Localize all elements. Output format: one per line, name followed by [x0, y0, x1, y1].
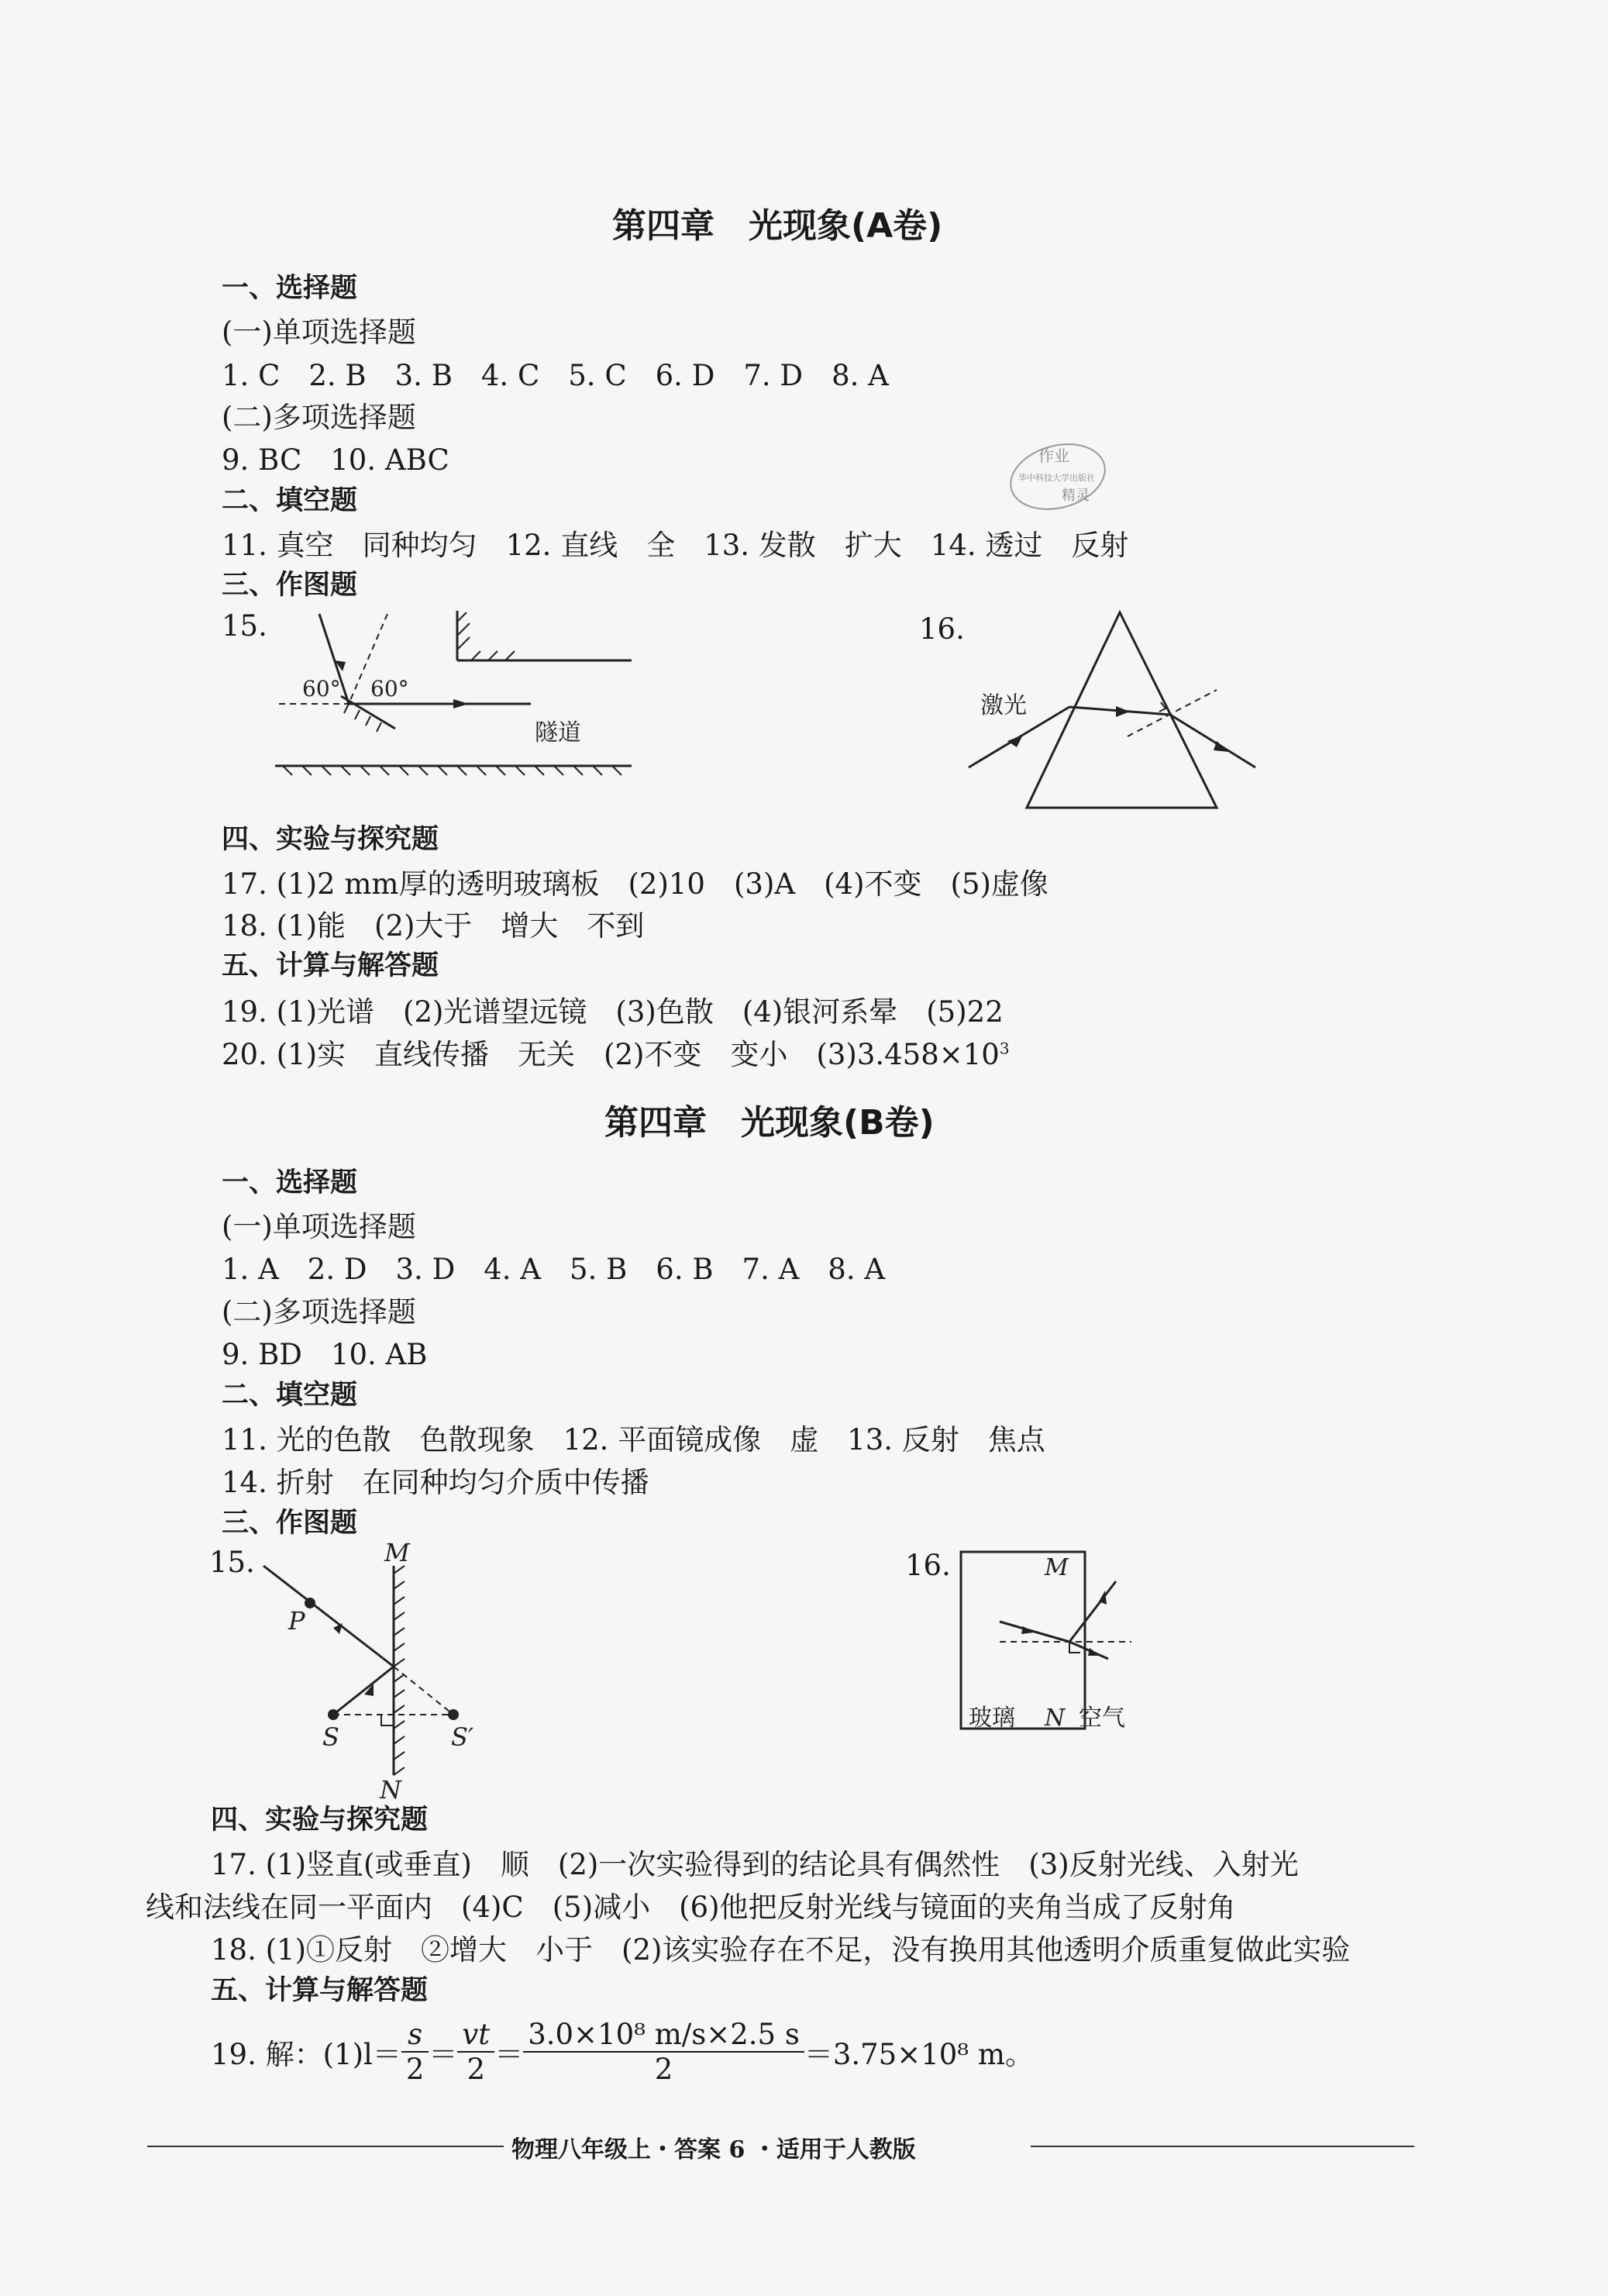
a-fig15-number: 15.	[222, 609, 267, 643]
b-fig15-S-label: S	[322, 1722, 339, 1752]
b-q17-answer-line1: 17. (1)竖直(或垂直) 顺 (2)一次实验得到的结论具有偶然性 (3)反射光线、入射光	[211, 1848, 1299, 1881]
a-q20-superscript: 3	[999, 1039, 1010, 1058]
b-fig16-air-label: 空气	[1079, 1705, 1125, 1732]
a-section-fill: 二、填空题	[222, 485, 358, 516]
b-q19-fraction-1	[401, 2018, 429, 2086]
a-fig16-prism-diagram	[961, 605, 1271, 814]
stamp-top-text: 作业	[1038, 446, 1069, 465]
b-single-choice-label: (一)单项选择题	[222, 1210, 416, 1243]
a-q20-text: 20. (1)实 直线传播 无关 (2)不变 变小 (3)3.458×10	[222, 1038, 1000, 1071]
b-fig16-M-label: M	[1045, 1554, 1069, 1581]
b-fig15-M-label: M	[384, 1538, 410, 1567]
a-section-choice: 一、选择题	[222, 273, 358, 304]
b-section-calc: 五、计算与解答题	[211, 1975, 429, 2006]
b-fig15-mirror-diagram	[256, 1538, 504, 1806]
b-fig15-number: 15.	[209, 1546, 255, 1579]
b-q19-eq2: ＝	[494, 2038, 524, 2071]
footer-rule-left	[147, 2146, 504, 2147]
b-section-choice: 一、选择题	[222, 1167, 358, 1198]
a-q18-answer: 18. (1)能 (2)大于 增大 不到	[222, 909, 645, 943]
chapter-a-title: 第四章 光现象(A卷)	[612, 206, 943, 246]
b-fig16-N-label: N	[1045, 1705, 1066, 1732]
a-fig15-tunnel-label: 隧道	[535, 719, 581, 746]
a-multi-choice-label: (二)多项选择题	[222, 401, 416, 434]
b-multi-choice-answers: 9. BD 10. AB	[222, 1338, 428, 1371]
b-q19-f2-num: vt	[457, 2018, 494, 2053]
a-q20-answer	[222, 1031, 1010, 1073]
b-q19-fraction-3	[523, 2018, 804, 2086]
b-fig16-refraction-diagram	[953, 1543, 1155, 1744]
b-q17-answer-line2: 线和法线在同一平面内 (4)C (5)减小 (6)他把反射光线与镜面的夹角当成了反射角	[146, 1891, 1236, 1924]
footer-rule-right	[1031, 2146, 1414, 2147]
b-fig15-S-prime-label: S′	[451, 1722, 474, 1752]
b-q18-answer: 18. (1)①反射 ②增大 小于 (2)该实验存在不足，没有换用其他透明介质重复做此实验	[211, 1933, 1351, 1967]
b-section-experiment: 四、实验与探究题	[211, 1805, 429, 1836]
a-q17-answer: 17. (1)2 mm厚的透明玻璃板 (2)10 (3)A (4)不变 (5)虚像	[222, 867, 1048, 901]
b-section-fill: 二、填空题	[222, 1380, 358, 1411]
b-section-drawing: 三、作图题	[222, 1508, 358, 1539]
b-q19-f3-den: 2	[654, 2053, 673, 2086]
b-fig16-number: 16.	[905, 1549, 951, 1582]
b-fig15-P-label: P	[288, 1606, 305, 1636]
b-multi-choice-label: (二)多项选择题	[222, 1295, 416, 1329]
a-fig16-laser-label: 激光	[980, 692, 1027, 719]
b-q19-f2-den: 2	[467, 2053, 486, 2086]
b-q19-result: ＝3.75×10⁸ m。	[804, 2038, 1034, 2071]
stamp-mid-text: 华中科技大学出版社	[1018, 473, 1095, 483]
a-single-choice-answers: 1. C 2. B 3. B 4. C 5. C 6. D 7. D 8. A	[222, 359, 889, 392]
b-fig15-N-label: N	[380, 1775, 401, 1805]
stamp-logo	[1000, 434, 1124, 519]
b-q19-eq1: ＝	[429, 2038, 458, 2071]
a-section-calc: 五、计算与解答题	[222, 950, 439, 981]
b-q19-fraction-2	[457, 2018, 494, 2086]
chapter-b-title: 第四章 光现象(B卷)	[604, 1103, 935, 1143]
b-q19-answer	[211, 2018, 1034, 2086]
a-fig16-number: 16.	[919, 612, 965, 646]
a-multi-choice-answers: 9. BC 10. ABC	[222, 443, 449, 477]
a-fill-answers: 11. 真空 同种均匀 12. 直线 全 13. 发散 扩大 14. 透过 反射	[222, 529, 1129, 562]
footer-text: 物理八年级上・答案 6 ・适用于人教版	[511, 2136, 916, 2163]
a-fig15-angle-left: 60°	[302, 676, 341, 702]
a-q19-answer: 19. (1)光谱 (2)光谱望远镜 (3)色散 (4)银河系晕 (5)22	[222, 995, 1004, 1029]
b-q19-prefix: 19. 解：(1)l＝	[211, 2038, 401, 2071]
b-fig16-glass-label: 玻璃	[969, 1705, 1015, 1732]
b-fill-answers-2: 14. 折射 在同种均匀介质中传播	[222, 1466, 649, 1499]
b-q19-f1-den: 2	[405, 2053, 425, 2086]
a-section-drawing: 三、作图题	[222, 570, 358, 601]
stamp-bottom-text: 精灵	[1062, 488, 1090, 504]
a-fig15-angle-right: 60°	[370, 676, 409, 702]
a-single-choice-label: (一)单项选择题	[222, 315, 416, 349]
b-q19-f3-num: 3.0×10⁸ m/s×2.5 s	[523, 2018, 804, 2053]
b-single-choice-answers: 1. A 2. D 3. D 4. A 5. B 6. B 7. A 8. A	[222, 1253, 886, 1286]
b-fill-answers-1: 11. 光的色散 色散现象 12. 平面镜成像 虚 13. 反射 焦点	[222, 1423, 1045, 1457]
a-section-experiment: 四、实验与探究题	[222, 824, 439, 855]
b-q19-f1-num: s	[401, 2018, 429, 2053]
a-fig15-reflection-diagram	[271, 605, 643, 791]
